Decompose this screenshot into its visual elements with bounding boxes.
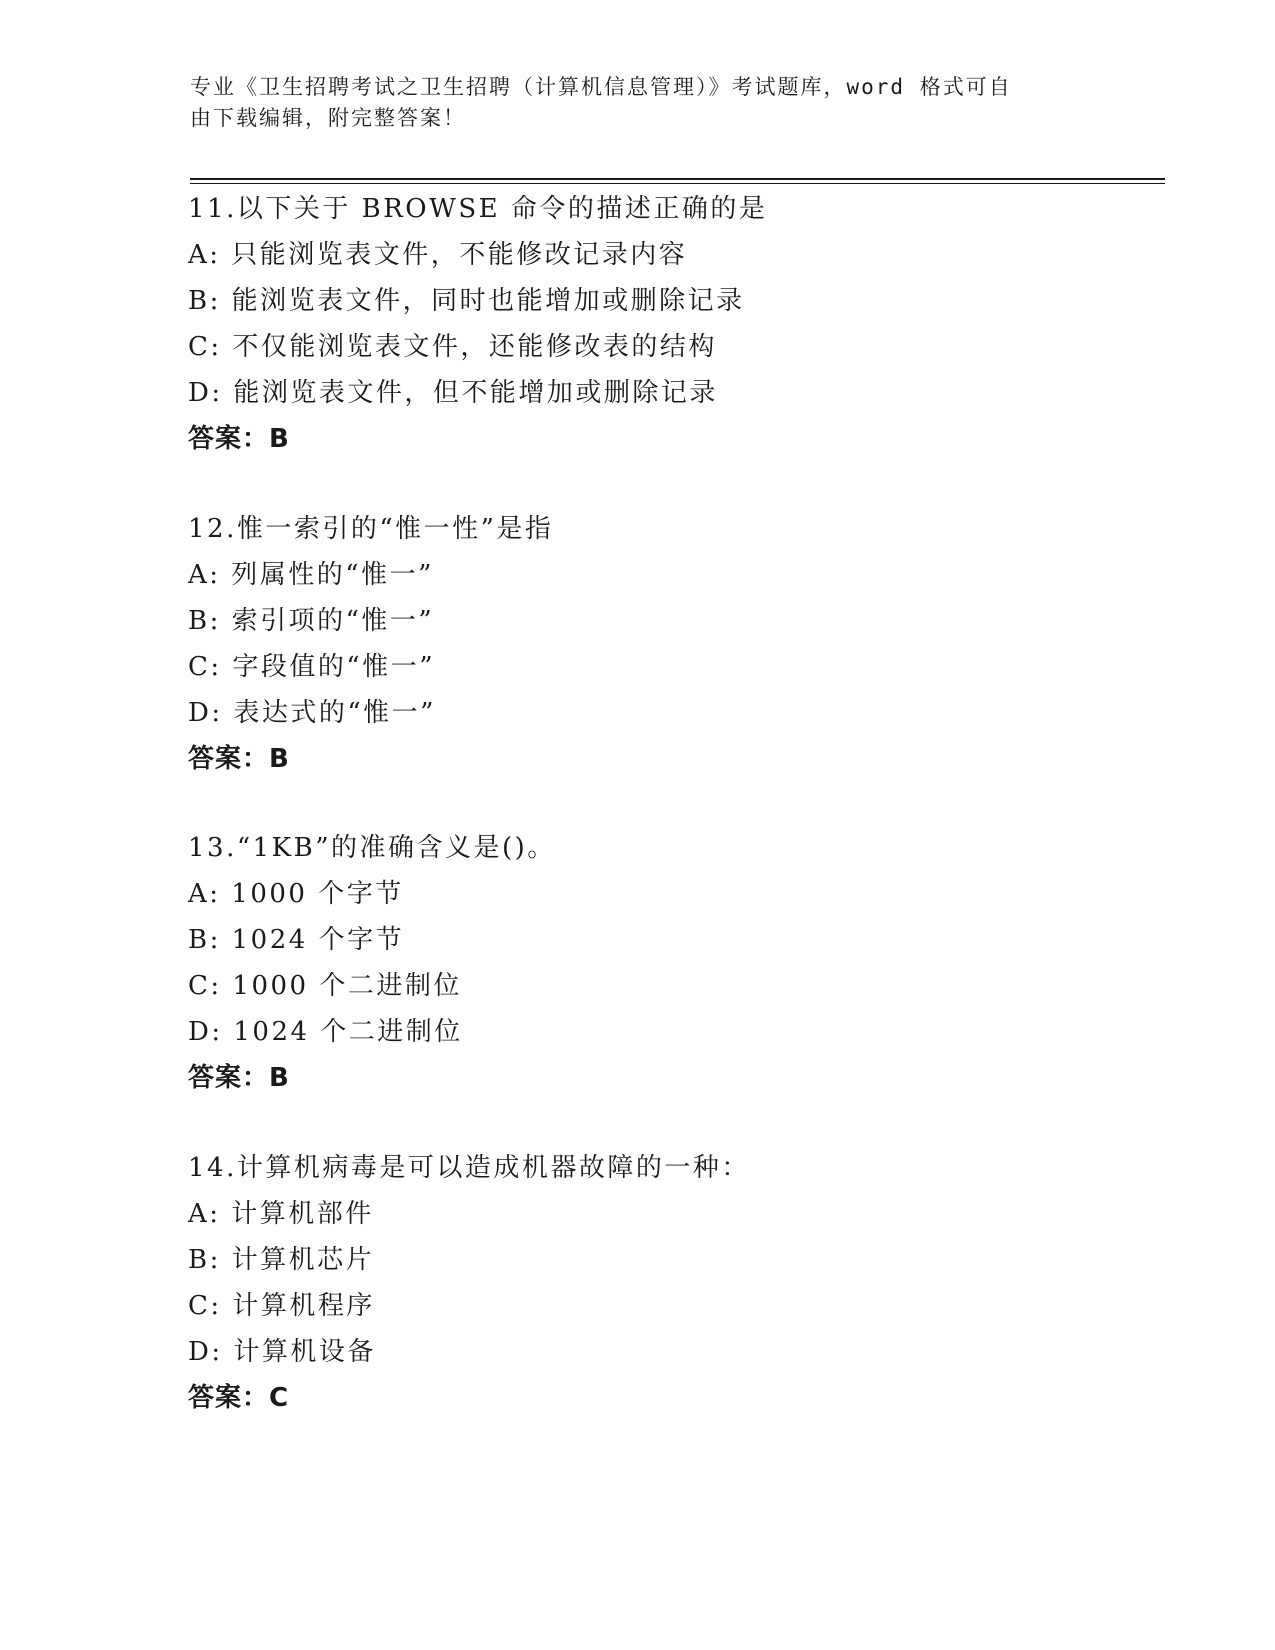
option-c: C: 不仅能浏览表文件，还能修改表的结构 [188, 332, 717, 362]
question-11 [188, 186, 1088, 462]
option-c: C: 计算机程序 [188, 1291, 375, 1321]
option-a: A: 只能浏览表文件，不能修改记录内容 [188, 240, 688, 270]
question-stem: 11.以下关于 BROWSE 命令的描述正确的是 [188, 194, 768, 224]
answer-line: 答案：B [188, 744, 290, 774]
question-13 [188, 825, 1088, 1101]
header-rule-thin [190, 183, 1165, 184]
answer-line: 答案：B [188, 424, 290, 454]
option-a: A: 列属性的“惟一” [188, 560, 434, 590]
header-rule-thick [190, 178, 1165, 180]
header-line-2: 由下载编辑，附完整答案！ [190, 106, 466, 130]
option-a: A: 1000 个字节 [188, 879, 404, 909]
question-14 [188, 1145, 1088, 1421]
option-b: B: 索引项的“惟一” [188, 606, 435, 636]
option-b: B: 能浏览表文件，同时也能增加或删除记录 [188, 286, 745, 316]
question-12 [188, 506, 1088, 782]
option-c: C: 1000 个二进制位 [188, 971, 462, 1001]
document-header [190, 72, 1080, 134]
option-a: A: 计算机部件 [188, 1199, 374, 1229]
answer-line: 答案：B [188, 1063, 290, 1093]
option-d: D: 计算机设备 [188, 1337, 376, 1367]
header-line-1: 专业《卫生招聘考试之卫生招聘（计算机信息管理）》考试题库，word 格式可自 [190, 75, 1012, 99]
option-d: D: 1024 个二进制位 [188, 1017, 463, 1047]
question-stem: 14.计算机病毒是可以造成机器故障的一种： [188, 1153, 750, 1183]
option-c: C: 字段值的“惟一” [188, 652, 436, 682]
question-stem: 12.惟一索引的“惟一性”是指 [188, 514, 554, 544]
answer-line: 答案：C [188, 1383, 290, 1413]
option-d: D: 能浏览表文件，但不能增加或删除记录 [188, 378, 718, 408]
option-d: D: 表达式的“惟一” [188, 698, 436, 728]
option-b: B: 1024 个字节 [188, 925, 405, 955]
question-stem: 13.“1KB”的准确含义是()。 [188, 833, 556, 863]
option-b: B: 计算机芯片 [188, 1245, 375, 1275]
